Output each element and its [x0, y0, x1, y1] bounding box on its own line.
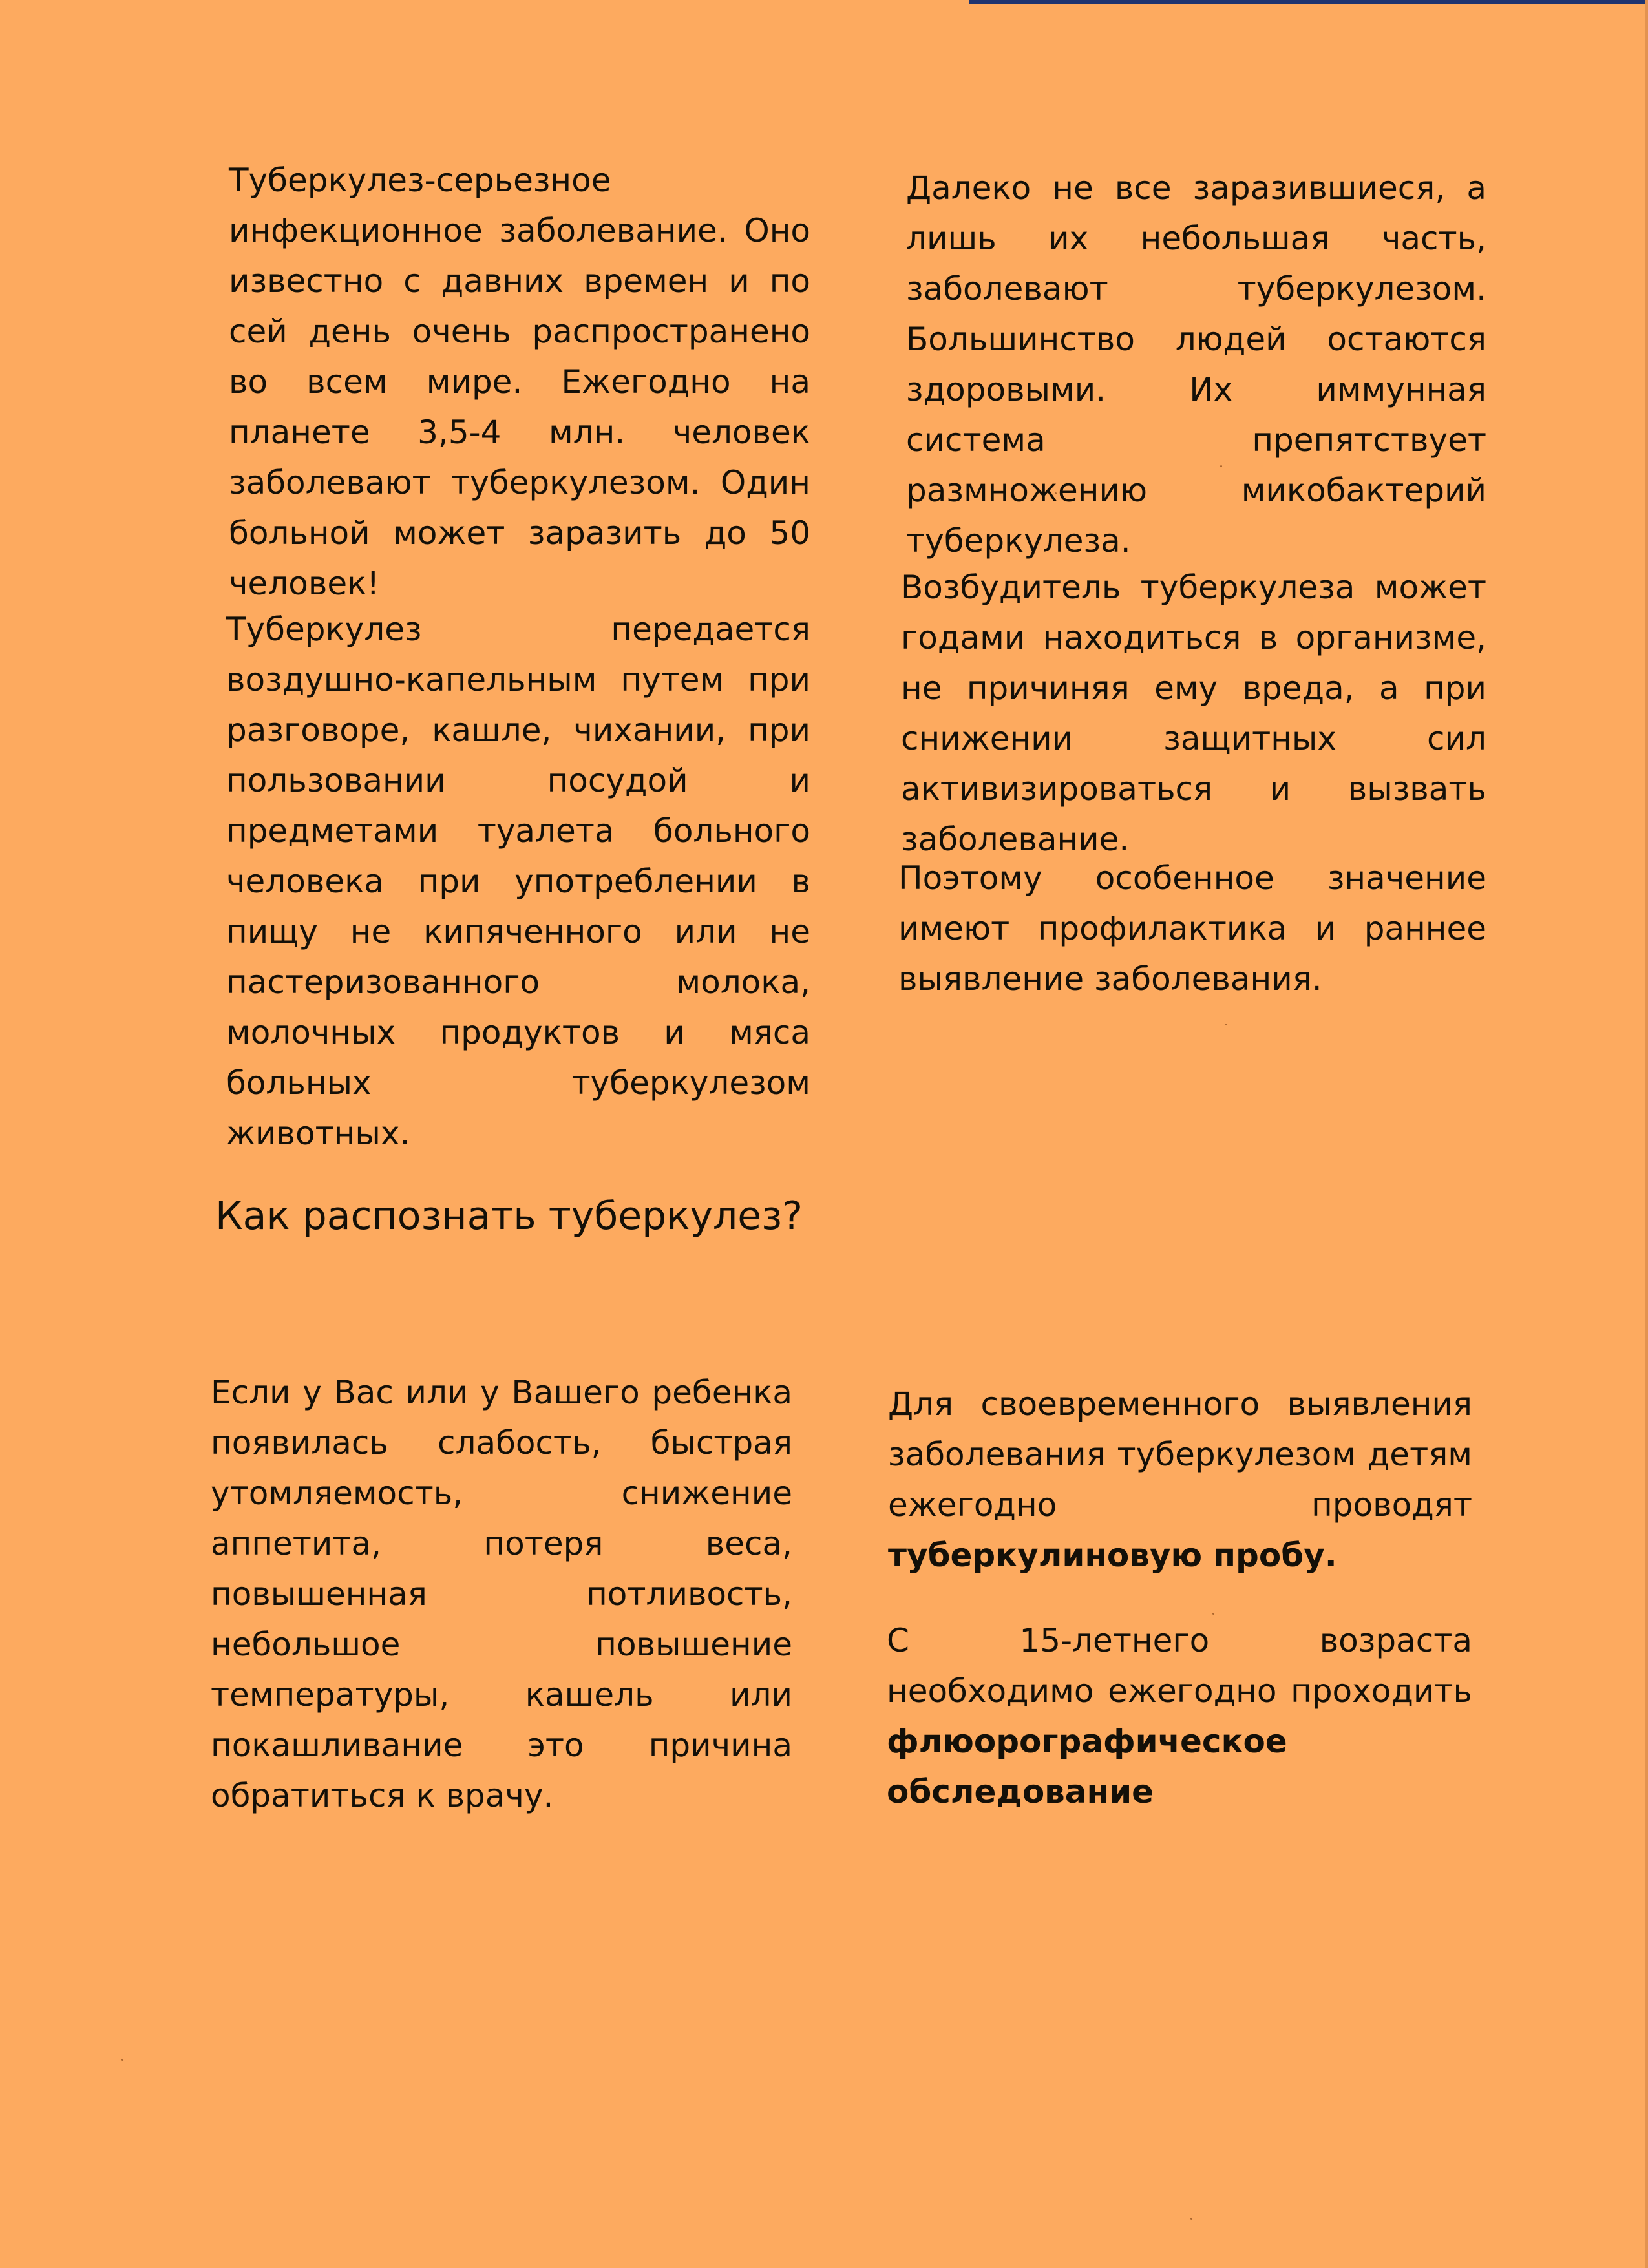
child-screening-paragraph — [888, 1379, 1472, 1580]
tuberculin-test-emphasis: туберкулиновую пробу. — [888, 1537, 1337, 1574]
tb-infection-paragraph: Далеко не все заразившиеся, а лишь их небольшая часть, заболевают туберкулезом. Большинство людей остаются здоровыми. Их иммунная система препятствует размножению микобактерий туберкулеза. — [906, 169, 1486, 560]
scan-border-top — [969, 0, 1648, 4]
scan-speck — [1225, 1024, 1227, 1025]
adult-screening-text: С 15-летнего возраста необходимо ежегодно проходить — [887, 1622, 1472, 1710]
tb-prevention-paragraph: Поэтому особенное значение имеют профилактика и раннее выявление заболевания. — [898, 859, 1486, 998]
tb-overview-paragraph: Туберкулез-серьезное инфекционное заболевание. Оно известно с давних времен и по сей день очень распространено во всем мире. Ежегодно на планете 3,5-4 млн. человек заболевают туберкулезом. Один больной может заразить до 50 человек! — [229, 162, 810, 602]
scan-speck — [1190, 2218, 1192, 2220]
fluorography-emphasis: флюорографическое обследование — [887, 1723, 1287, 1811]
scan-border-right — [1645, 0, 1648, 2268]
scan-speck — [121, 2059, 123, 2061]
tb-transmission-paragraph: Туберкулез передается воздушно-капельным путем при разговоре, кашле, чихании, при пользовании посудой и предметами туалета больного человека при употреблении в пищу не кипяченного или не пастеризованного молока, молочных продуктов и мяса больных туберкулезом животных. — [226, 611, 810, 1152]
tb-symptoms-paragraph: Если у Вас или у Вашего ребенка появилась слабость, быстрая утомляемость, снижение аппетита, потеря веса, повышенная потливость, небольшое повышение температуры, кашель или покашливание это причина обратиться к врачу. — [211, 1374, 792, 1814]
scan-speck — [1212, 1613, 1214, 1615]
child-screening-text: Для своевременного выявления заболевания туберкулезом детям ежегодно проводят — [888, 1385, 1472, 1524]
section-heading: Как распознать туберкулез? — [215, 1193, 803, 1239]
adult-screening-paragraph — [887, 1615, 1472, 1817]
tb-latency-paragraph: Возбудитель туберкулеза может годами находиться в организме, не причиняя ему вреда, а при снижении защитных сил активизироваться и вызвать заболевание. — [901, 569, 1486, 858]
